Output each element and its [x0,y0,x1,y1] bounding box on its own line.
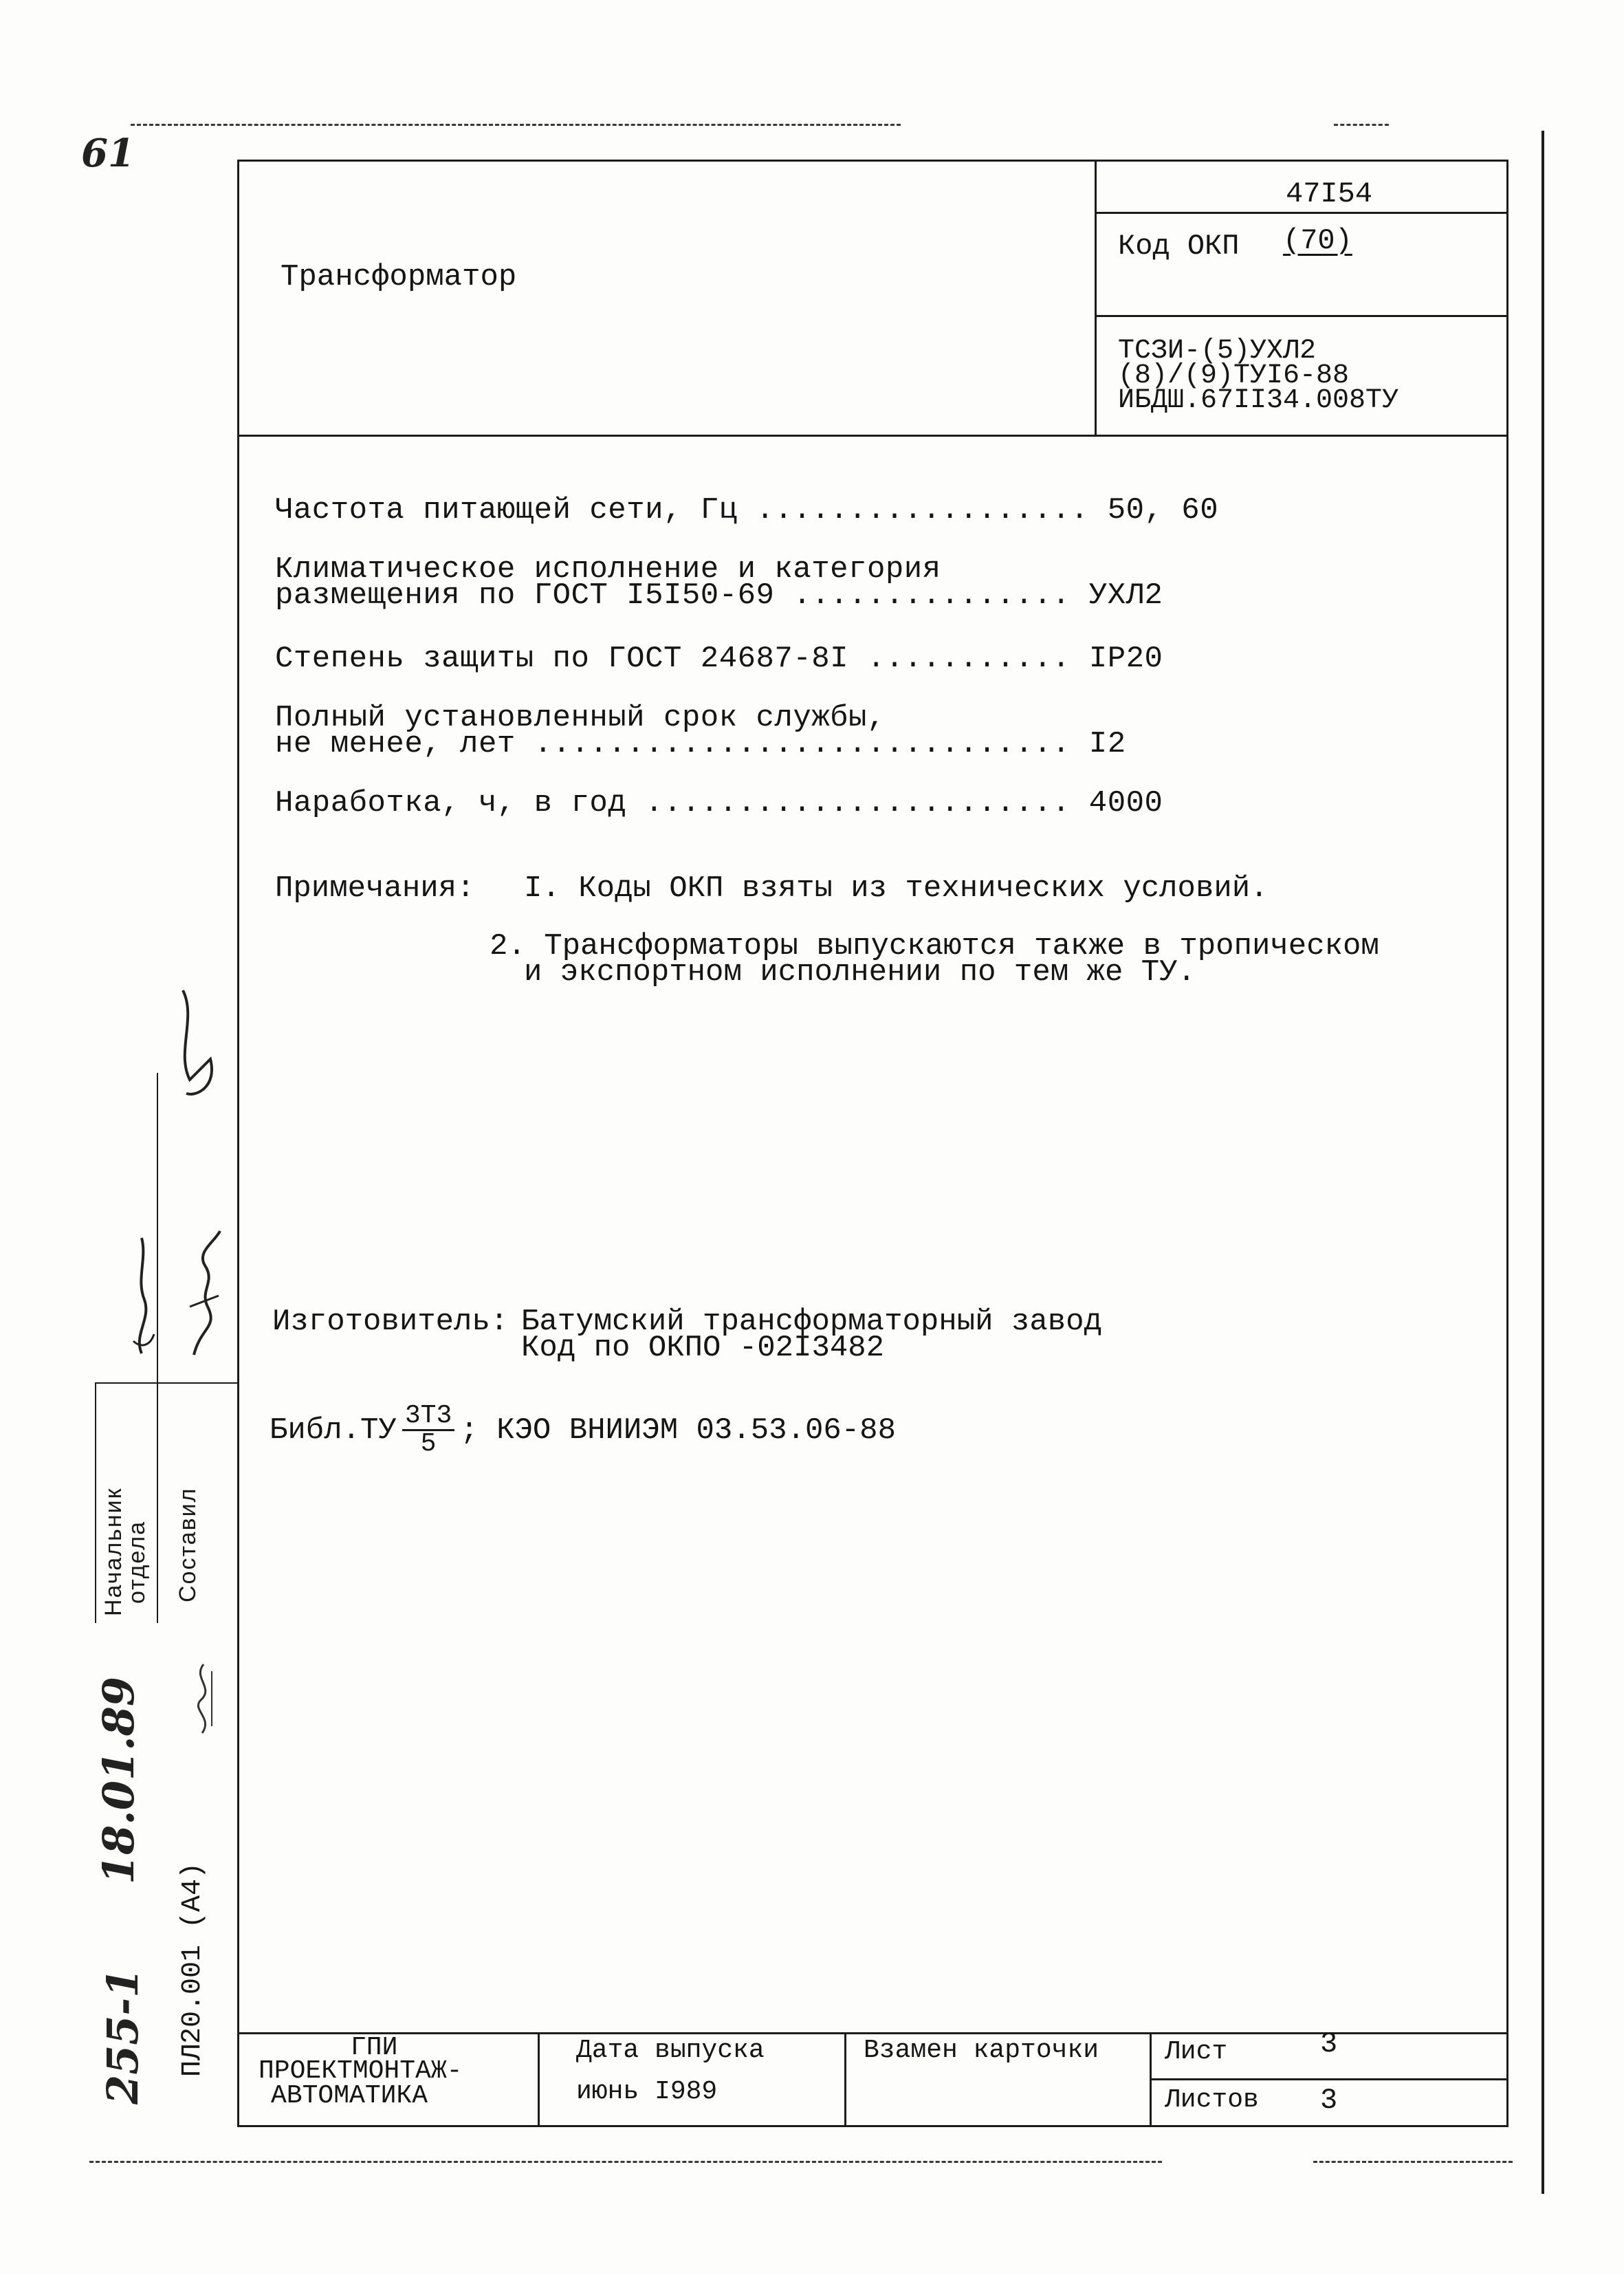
spec-frequency: Частота питающей сети, Гц .................. 50, 60 [275,493,1219,527]
note-1: I. Коды ОКП взяты из технических условий. [524,871,1269,906]
maker-okpo-code: Код по ОКПО -02I3482 [521,1331,885,1365]
okp-code-label: Код ОКП [1118,230,1240,263]
frame-left [237,160,239,2126]
okp-code-value: (70) [1283,224,1352,257]
archive-number: 255-1 [98,1968,148,2104]
composer-label: Составил [175,1487,201,1602]
composer-date-scribble-icon [183,1657,224,1740]
department-head-label [102,1487,149,1616]
registration-code: 47I54 [1286,177,1373,210]
footer-col-divider-1 [538,2032,540,2125]
code-row-rule-2 [1095,315,1508,317]
department-head-label-line-1: Начальник [100,1487,127,1616]
library-fraction [402,1403,454,1457]
designation-line-2: (8)/(9)ТУI6-88 [1118,360,1350,391]
library-fraction-numerator: 3Т3 [402,1403,454,1431]
corner-page-number: 61 [81,131,135,176]
footer-sheet-rule [1150,2078,1508,2080]
spec-service-life-line-2: не менее, лет ............................. I2 [275,727,1126,761]
library-suffix: ; КЭО ВНИИЭМ 03.53.06-88 [460,1413,896,1448]
designation-line-3: ИБДШ.67II34.008ТУ [1118,385,1399,416]
form-code: ПЛ20.001 (А4) [177,1862,208,2077]
spec-operating-hours: Наработка, ч, в год ....................... 4000 [275,786,1163,820]
maker-name: Батумский трансформаторный завод [521,1305,1102,1339]
notes-label: Примечания: [275,871,475,906]
note-2-line-1: 2. Трансформаторы выпускаются также в тропическом [490,929,1379,964]
footer-org-line-1: ГПИ [351,2033,398,2062]
library-reference [270,1403,896,1457]
library-prefix: Библ.ТУ [270,1413,397,1448]
top-cut-line [131,124,901,126]
footer-org-line-2: ПРОЕКТМОНТАЖ- [259,2056,463,2086]
designation-line-1: ТСЗИ-(5)УХЛ2 [1118,336,1317,367]
composer-signature-icon [180,1224,228,1362]
right-edge-line [1541,131,1544,2194]
top-cut-line-right [1334,124,1389,126]
replaces-card-label: Взамен карточки [864,2036,1099,2065]
head-signature-icon [121,1231,162,1362]
sheets-count: 3 [1320,2084,1338,2117]
release-date-value: июнь I989 [576,2077,718,2107]
footer-col-divider-2 [844,2032,846,2125]
spec-climate-line-2: размещения по ГОСТ I5I50-69 ............... УХЛ2 [275,578,1163,613]
sheet-label: Лист [1165,2037,1228,2067]
sidebar-rule [95,1382,237,1384]
department-head-label-line-2: отдела [124,1521,150,1604]
sheet-number: 3 [1320,2027,1338,2060]
frame-top [237,160,1508,162]
sidebar-divider-2 [95,1382,96,1623]
header-bottom-rule [237,435,1508,437]
maker-label: Изготовитель: [272,1305,509,1339]
bottom-cut-line-right [1313,2161,1513,2163]
bottom-cut-line [89,2161,1162,2163]
spec-service-life-line-1: Полный установленный срок службы, [275,701,886,735]
code-row-rule-1 [1095,212,1508,214]
release-date-label: Дата выпуска [576,2036,765,2065]
footer-org-line-3: АВТОМАТИКА [271,2081,428,2111]
footer-top-rule [237,2032,1508,2034]
product-title: Трансформатор [281,260,517,294]
spec-climate-line-1: Климатическое исполнение и категория [275,552,941,587]
frame-right [1506,160,1508,2126]
note-2-line-2: и экспортном исполнении по тем же ТУ. [524,955,1196,990]
approval-mark-icon [169,977,231,1107]
sheets-count-label: Листов [1165,2085,1259,2115]
library-fraction-denominator: 5 [420,1429,437,1459]
spec-protection: Степень защиты по ГОСТ 24687-8I ........... IP20 [275,642,1163,676]
frame-bottom [237,2125,1508,2127]
approval-date: 18.01.89 [94,1676,144,1884]
header-divider [1095,160,1097,435]
